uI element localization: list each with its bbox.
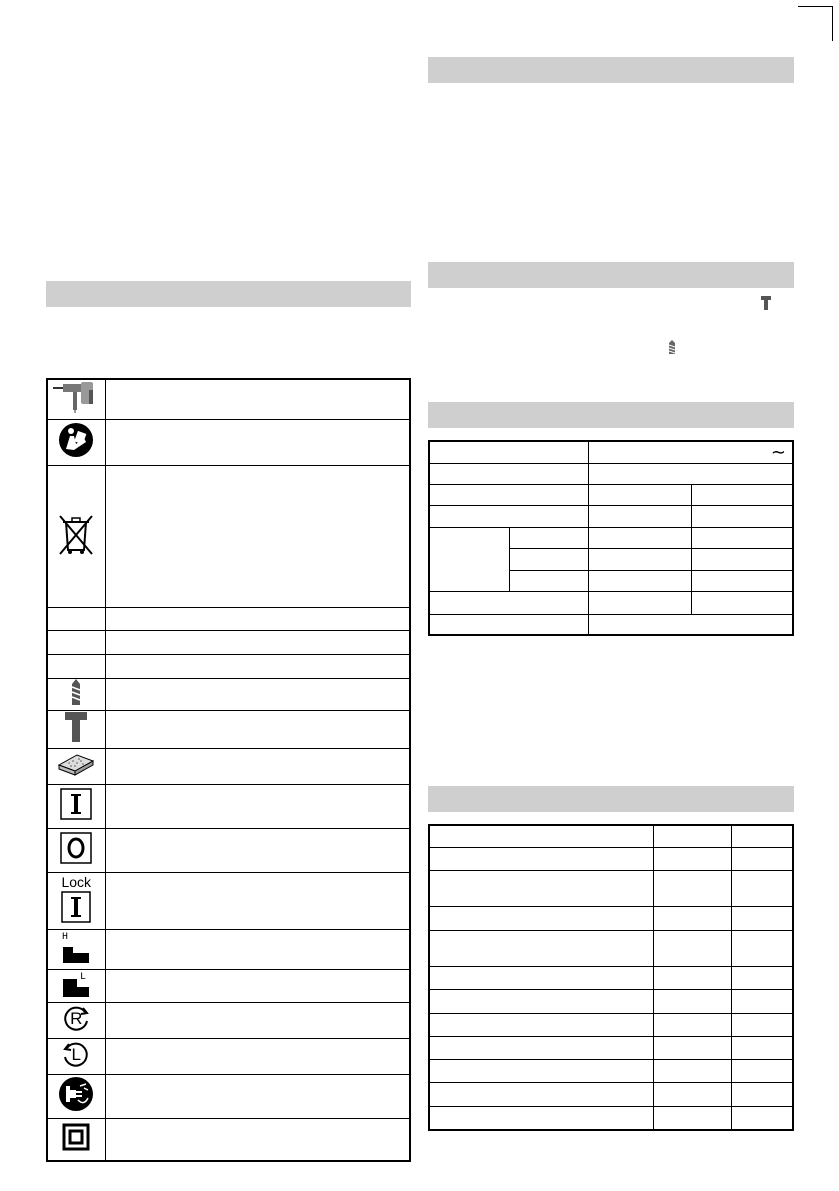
rotation-left-label: L xyxy=(71,1045,81,1064)
accessory-row xyxy=(429,1082,793,1106)
accessory-row xyxy=(429,906,793,930)
double-insulation-icon xyxy=(62,1123,90,1151)
section-bar-1 xyxy=(428,57,794,83)
symbol-row xyxy=(47,1119,410,1161)
lock-label: Lock xyxy=(61,873,92,890)
spec-value xyxy=(691,527,793,548)
spec-value xyxy=(588,570,691,591)
drill-bit-icon xyxy=(669,340,675,359)
spec-group-label xyxy=(429,527,509,591)
symbol-cell xyxy=(47,970,105,1003)
accessory-cell xyxy=(653,966,731,989)
symbol-row xyxy=(47,1075,410,1119)
accessory-cell xyxy=(731,1082,793,1106)
symbol-cell xyxy=(47,930,105,970)
spec-value xyxy=(588,484,691,505)
accessories-table xyxy=(428,824,794,1131)
accessory-row xyxy=(429,1059,793,1082)
accessory-cell xyxy=(731,847,793,870)
crop-mark xyxy=(798,6,833,41)
section-bar-accessories xyxy=(428,786,794,812)
accessory-cell xyxy=(731,1013,793,1036)
accessory-cell xyxy=(653,825,731,847)
spec-sublabel xyxy=(509,527,588,548)
accessory-row xyxy=(429,1036,793,1059)
symbol-description xyxy=(105,466,410,608)
accessory-row xyxy=(429,989,793,1013)
spec-label xyxy=(429,591,588,614)
accessory-cell xyxy=(429,966,653,989)
lock-on-icon xyxy=(61,891,91,923)
spec-row xyxy=(429,484,793,505)
accessory-cell xyxy=(731,1036,793,1059)
accessory-cell xyxy=(653,1036,731,1059)
accessory-cell xyxy=(653,930,731,966)
accessory-cell xyxy=(429,1036,653,1059)
spec-row xyxy=(429,591,793,614)
accessory-cell xyxy=(429,1106,653,1130)
spec-label xyxy=(429,463,588,484)
symbol-cell xyxy=(47,1119,105,1161)
symbol-row xyxy=(47,970,410,1003)
symbol-cell xyxy=(47,1003,105,1039)
spec-value xyxy=(691,505,793,527)
accessory-row xyxy=(429,825,793,847)
hammer-icon xyxy=(760,296,772,315)
accessory-cell xyxy=(429,1059,653,1082)
spec-value xyxy=(588,527,691,548)
spec-value xyxy=(691,591,793,614)
spec-value xyxy=(588,591,691,614)
spec-value xyxy=(588,463,793,484)
symbol-description xyxy=(105,631,410,655)
accessory-row xyxy=(429,1013,793,1036)
symbol-row xyxy=(47,420,410,466)
symbol-description xyxy=(105,679,410,711)
spec-row xyxy=(429,505,793,527)
accessory-cell xyxy=(429,930,653,966)
spec-value xyxy=(588,441,793,463)
symbol-cell xyxy=(47,785,105,829)
speed-high-label: H xyxy=(62,932,69,943)
symbol-description xyxy=(105,1119,410,1161)
symbol-row xyxy=(47,679,410,711)
accessory-cell xyxy=(731,870,793,906)
accessory-cell xyxy=(429,870,653,906)
symbol-description xyxy=(105,829,410,873)
spec-value xyxy=(588,505,691,527)
spec-row xyxy=(429,527,793,548)
accessory-cell xyxy=(653,989,731,1013)
symbol-row xyxy=(47,829,410,873)
crossed-bin-icon xyxy=(56,512,96,556)
symbol-row xyxy=(47,1039,410,1075)
accessory-cell xyxy=(429,1082,653,1106)
specifications-table xyxy=(428,440,794,636)
symbol-description xyxy=(105,608,410,631)
symbol-cell xyxy=(47,608,105,631)
accessory-cell xyxy=(653,1013,731,1036)
symbol-row xyxy=(47,379,410,420)
symbol-description xyxy=(105,1039,410,1075)
symbol-row xyxy=(47,930,410,970)
spec-label xyxy=(429,505,588,527)
unplug-icon xyxy=(58,1076,94,1112)
drill-bit-icon xyxy=(71,679,81,705)
accessory-cell xyxy=(731,825,793,847)
accessory-cell xyxy=(429,989,653,1013)
accessory-cell xyxy=(731,1106,793,1130)
accessory-cell xyxy=(429,847,653,870)
ac-symbol: ∼ xyxy=(770,442,786,462)
symbol-description xyxy=(105,420,410,466)
symbol-cell xyxy=(47,655,105,679)
symbol-description xyxy=(105,785,410,829)
accessory-cell xyxy=(731,930,793,966)
accessory-cell xyxy=(653,1082,731,1106)
spec-row xyxy=(429,441,793,463)
symbol-row xyxy=(47,655,410,679)
symbol-cell xyxy=(47,711,105,749)
switch-off-icon xyxy=(60,832,92,864)
switch-on-icon xyxy=(60,788,92,820)
symbol-row xyxy=(47,631,410,655)
symbol-cell xyxy=(47,829,105,873)
brick-icon xyxy=(57,751,95,777)
symbol-cell xyxy=(47,749,105,785)
read-manual-icon xyxy=(58,422,94,458)
symbol-description xyxy=(105,655,410,679)
symbol-cell xyxy=(47,379,105,420)
section-bar-symbols xyxy=(46,281,411,307)
symbol-row xyxy=(47,711,410,749)
spec-value xyxy=(588,548,691,570)
symbol-description xyxy=(105,749,410,785)
speed-low-label: L xyxy=(80,972,87,983)
speed-high-icon xyxy=(61,941,91,963)
symbol-row xyxy=(47,466,410,608)
accessory-cell xyxy=(653,847,731,870)
spec-row xyxy=(429,614,793,635)
symbol-cell xyxy=(47,873,105,930)
accessory-cell xyxy=(429,825,653,847)
spec-label xyxy=(429,614,588,635)
symbol-cell xyxy=(47,466,105,608)
section-bar-2 xyxy=(428,262,794,288)
accessory-cell xyxy=(731,989,793,1013)
speed-low-icon xyxy=(61,977,91,997)
symbol-cell xyxy=(47,631,105,655)
hammer-icon xyxy=(65,712,87,742)
spec-sublabel xyxy=(509,570,588,591)
accessory-cell xyxy=(653,1059,731,1082)
symbol-description xyxy=(105,970,410,1003)
accessory-row xyxy=(429,847,793,870)
accessory-cell xyxy=(731,906,793,930)
symbol-cell xyxy=(47,1039,105,1075)
symbol-description xyxy=(105,1003,410,1039)
symbols-table xyxy=(46,378,411,1162)
accessory-cell xyxy=(653,870,731,906)
accessory-row xyxy=(429,1106,793,1130)
accessory-cell xyxy=(429,1013,653,1036)
symbol-cell xyxy=(47,420,105,466)
symbol-description xyxy=(105,1075,410,1119)
symbol-row xyxy=(47,873,410,930)
accessory-cell xyxy=(653,1106,731,1130)
spec-value xyxy=(691,548,793,570)
symbol-description xyxy=(105,379,410,420)
accessory-row xyxy=(429,930,793,966)
spec-sublabel xyxy=(509,548,588,570)
hammer-drill-icon xyxy=(51,380,101,414)
accessory-row xyxy=(429,870,793,906)
symbol-description xyxy=(105,873,410,930)
accessory-cell xyxy=(731,1059,793,1082)
section-bar-specifications xyxy=(428,402,794,428)
symbol-cell xyxy=(47,679,105,711)
symbol-description xyxy=(105,711,410,749)
rotation-right-label: R xyxy=(70,1009,83,1028)
symbol-row xyxy=(47,608,410,631)
spec-row xyxy=(429,463,793,484)
accessory-row xyxy=(429,966,793,989)
spec-label xyxy=(429,441,588,463)
spec-value xyxy=(691,570,793,591)
spec-label xyxy=(429,484,588,505)
spec-value xyxy=(588,614,793,635)
spec-value xyxy=(691,484,793,505)
accessory-cell xyxy=(653,906,731,930)
symbol-row xyxy=(47,749,410,785)
symbol-cell xyxy=(47,1075,105,1119)
accessory-cell xyxy=(429,906,653,930)
symbol-description xyxy=(105,930,410,970)
symbol-row xyxy=(47,785,410,829)
symbol-row xyxy=(47,1003,410,1039)
accessory-cell xyxy=(731,966,793,989)
